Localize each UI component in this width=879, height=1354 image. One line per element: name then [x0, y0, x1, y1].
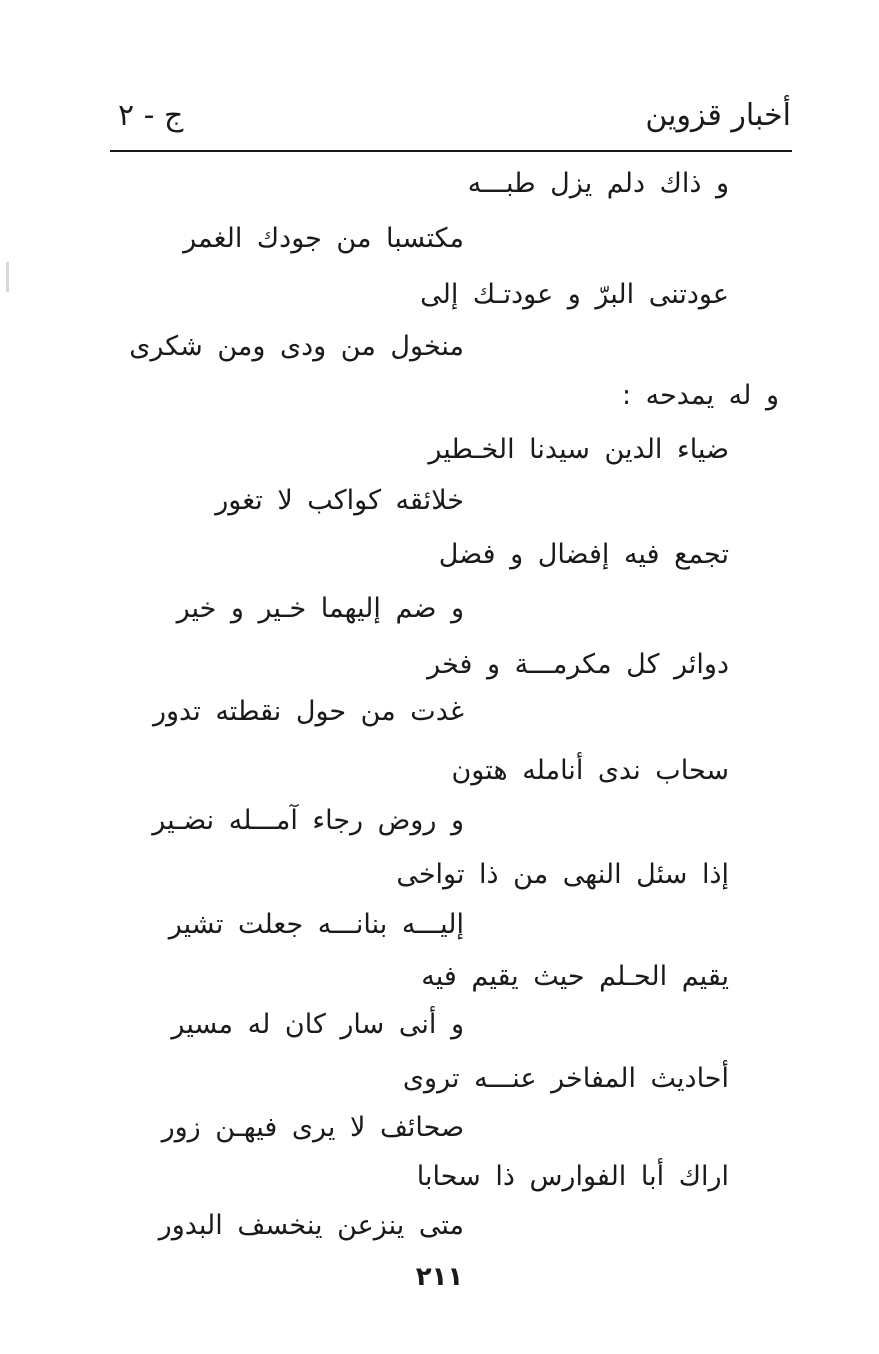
verse-line: متى ينزعن ينخسف البدور	[158, 1210, 464, 1241]
verse-line: تجمع فيه إفضال و فضل	[438, 539, 729, 570]
volume-label: ج - ٢	[118, 98, 184, 133]
verse-line: اراك أبا الفوارس ذا سحابا	[416, 1161, 729, 1192]
verse-line: و ذاك دلم يزل طبـــه	[467, 168, 729, 199]
verse-line: صحائف لا يرى فيهـن زور	[161, 1112, 464, 1143]
verse-line: و روض رجاء آمـــله نضـير	[152, 805, 464, 836]
verse-line: يقيم الحـلم حيث يقيم فيه	[421, 961, 729, 992]
verse-line: إذا سئل النهى من ذا تواخى	[396, 859, 729, 890]
verse-line: عودتنى البرّ و عودتـك إلى	[420, 279, 729, 310]
verse-intro: و له يمدحه :	[621, 380, 779, 411]
verse-line: منخول من ودى ومن شكرى	[129, 331, 464, 362]
verse-line: و ضم إليهما خـير و خير	[176, 593, 464, 624]
verse-line: سحاب ندى أنامله هتون	[451, 755, 729, 786]
verse-line: إليـــه بنانـــه جعلت تشير	[168, 909, 464, 940]
verse-line: مكتسبا من جودك الغمر	[183, 223, 464, 254]
verse-line: و أنى سار كان له مسير	[171, 1009, 464, 1040]
running-title: أخبار قزوين	[645, 98, 791, 133]
verse-line: ضياء الدين سيدنا الخـطير	[428, 434, 729, 465]
verse-line: خلائقه كواكب لا تغور	[215, 485, 464, 516]
header-rule	[110, 150, 792, 152]
verse-line: غدت من حول نقطته تدور	[152, 696, 464, 727]
page-number: ٢١١	[415, 1262, 464, 1292]
verse-line: أحاديث المفاخر عنـــه تروى	[402, 1063, 729, 1094]
verse-line: دوائر كل مكرمـــة و فخر	[427, 649, 729, 680]
margin-mark	[6, 262, 9, 292]
